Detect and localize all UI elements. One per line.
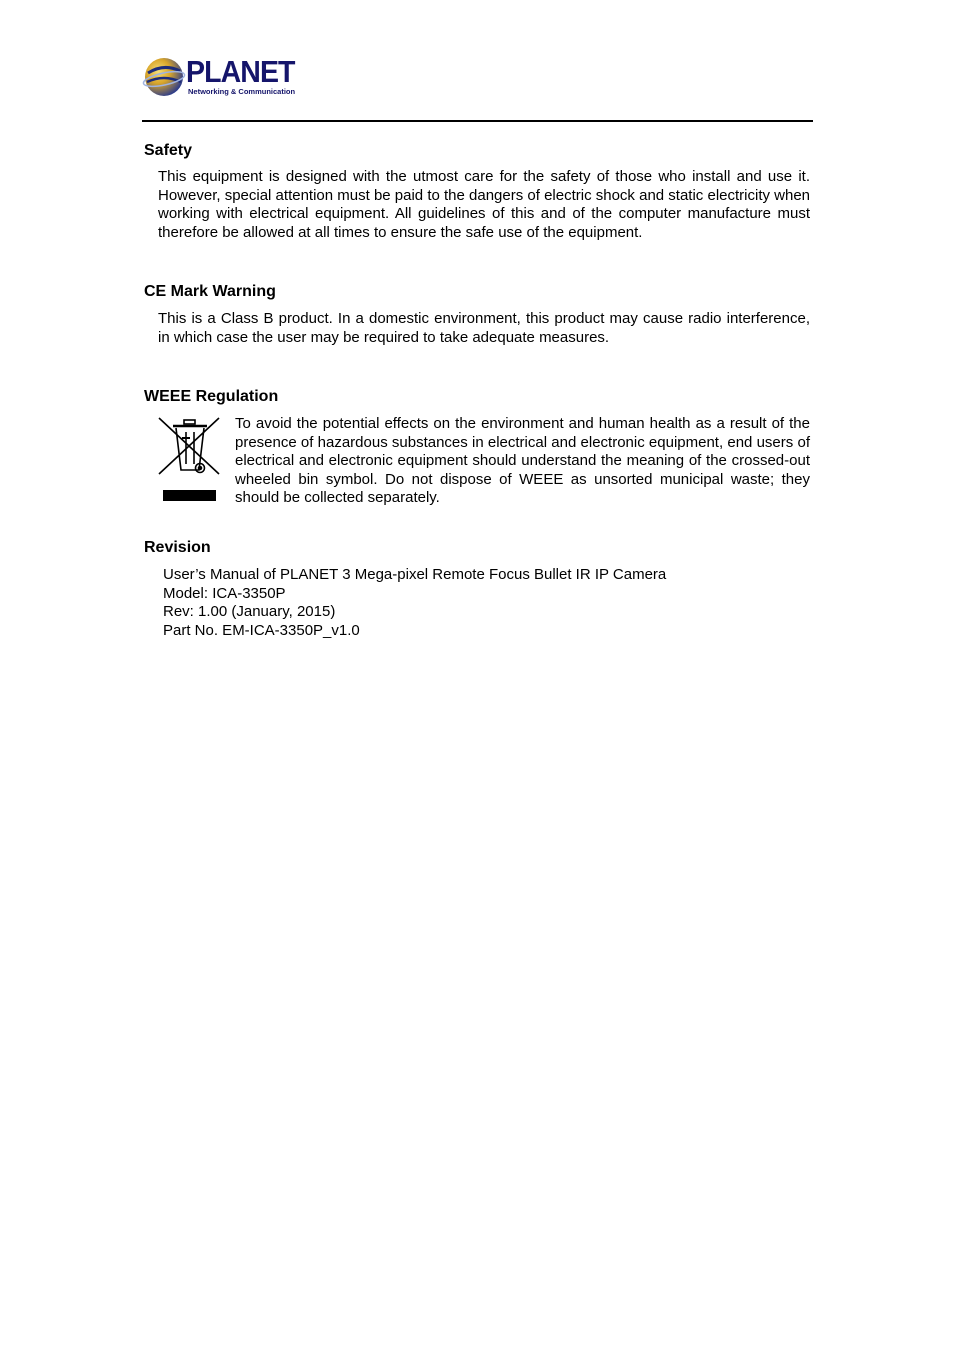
planet-logo — [142, 55, 302, 101]
revision-part-no: Part No. EM-ICA-3350P_v1.0 — [163, 621, 360, 639]
revision-heading: Revision — [144, 539, 211, 556]
ce-body: This is a Class B product. In a domestic environment, this product may cause radio interference, in which case the user may be required to take adequate measures. — [158, 310, 810, 346]
globe-icon — [142, 55, 186, 99]
revision-rev: Rev: 1.00 (January, 2015) — [163, 603, 336, 620]
weee-body: To avoid the potential effects on the environment and human health as a result of the presence of hazardous substances in electrical and electronic equipment, end users of electrical and electronic equipment should understand the meaning of the crossed-out wheeled bin symbol. Do not dispose of WEEE as unsorted municipal waste; they should be collected separately. — [235, 415, 810, 506]
revision-manual-title: User’s Manual of PLANET 3 Mega-pixel Remote Focus Bullet IR IP Camera — [163, 566, 667, 583]
crossed-out-wheeled-bin-icon — [157, 416, 223, 506]
safety-heading: Safety — [144, 142, 193, 159]
revision-model: Model: ICA-3350P — [163, 584, 286, 602]
safety-body: This equipment is designed with the utmost care for the safety of those who install and use it. However, special attention must be paid to the dangers of electric shock and static electricity when working with electrical equipment. All guidelines of this and of the computer manufacture must therefore be allowed at all times to ensure the safe use of the equipment. — [158, 168, 811, 241]
logo-wordmark: PLANET — [186, 54, 295, 89]
logo-tagline: Networking & Communication — [188, 87, 296, 96]
weee-heading: WEEE Regulation — [144, 388, 279, 405]
ce-heading: CE Mark Warning — [144, 283, 276, 300]
header-divider — [142, 120, 813, 122]
